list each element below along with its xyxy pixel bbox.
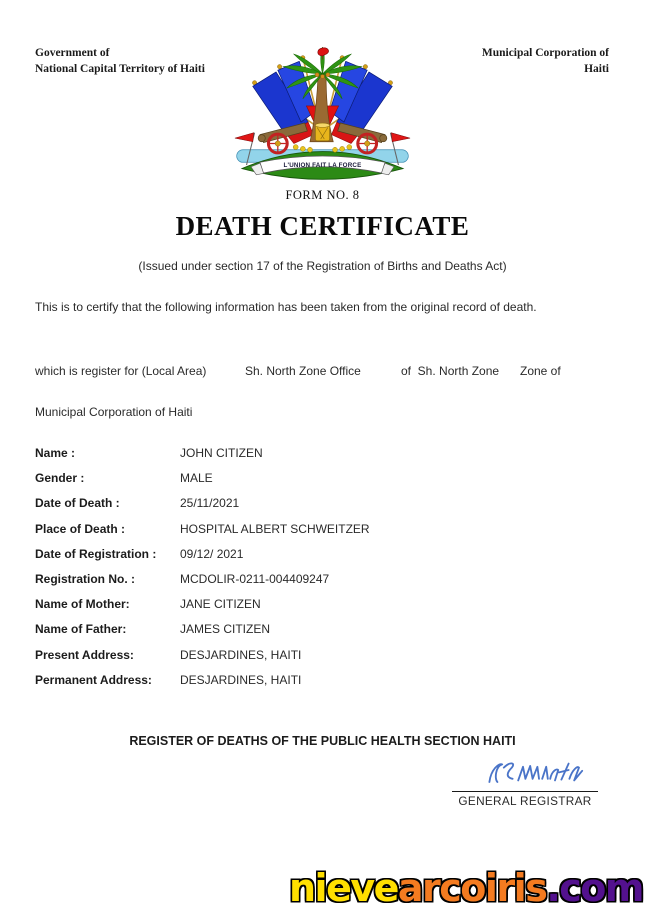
field-value: 09/12/ 2021 [180,546,244,561]
watermark-part2: arcoiris [397,866,547,910]
register-zone-name: of Sh. North Zone [401,364,500,378]
haiti-coat-of-arms-emblem [224,47,421,190]
field-row-place-of-death [35,522,610,547]
field-value: HOSPITAL ALBERT SCHWEITZER [180,521,370,536]
field-label: Present Address: [35,647,134,662]
field-label: Date of Death : [35,496,120,511]
certificate-subtitle: (Issued under section 17 of the Registration of Births and Deaths Act) [138,259,507,273]
coat-of-arms-motto: L'UNION FAIT LA FORCE [283,161,362,169]
field-value: JANE CITIZEN [180,597,261,612]
certificate-title: DEATH CERTIFICATE [175,211,470,241]
field-row-gender [35,471,610,496]
register-office-name: Sh. North Zone Office [245,364,361,378]
certificate-fields [35,446,610,698]
header-municipal [482,45,609,77]
watermark-nievearcoiris [289,866,643,910]
field-label: Name : [35,446,76,460]
field-value: DESJARDINES, HAITI [180,647,302,662]
registrar-signature [474,758,596,790]
field-label: Registration No. : [35,571,136,586]
watermark-part3: .com [546,866,643,910]
field-label: Name of Mother: [35,597,130,612]
field-row-registration-no [35,572,610,597]
header-government-line1: Government of [35,47,110,59]
header-municipal-line1: Municipal Corporation of [481,47,609,59]
register-line [0,364,645,380]
field-row-permanent-address [35,673,610,698]
field-value: MCDOLIR-0211-004409247 [180,571,330,586]
signature-line [452,791,598,792]
field-label: Date of Registration : [35,546,157,561]
field-row-date-of-death [35,496,610,521]
field-label: Name of Father: [35,622,127,637]
field-value: DESJARDINES, HAITI [180,672,302,687]
register-line-prefix: which is register for (Local Area) [35,364,207,378]
header-government-line2: National Capital Territory of Haiti [35,63,205,76]
field-value: MALE [180,471,213,486]
field-label: Place of Death : [35,521,126,536]
form-number: FORM NO. 8 [285,188,360,202]
field-row-name [35,446,610,471]
field-value: 25/11/2021 [180,496,240,511]
field-row-date-of-registration [35,547,610,572]
register-of-deaths-heading: REGISTER OF DEATHS OF THE PUBLIC HEALTH SECTION HAITI [129,734,516,748]
haiti-coat-of-arms-icon [224,47,421,190]
field-row-father-name [35,622,610,647]
field-value: JOHN CITIZEN [180,446,263,460]
field-row-present-address [35,648,610,673]
field-row-mother-name [35,597,610,622]
field-value: JAMES CITIZEN [180,622,271,637]
header-government [35,45,205,77]
register-zone-of: Zone of [520,364,561,378]
field-label: Gender : [35,471,85,486]
register-corporation: Municipal Corporation of Haiti [35,405,193,419]
watermark-part1: nieve [288,866,398,910]
registrar-title: GENERAL REGISTRAR [458,794,592,808]
certify-statement: This is to certify that the following information has been taken from the original record of death. [35,300,537,314]
header-municipal-line2: Haiti [584,63,609,76]
field-label: Permanent Address: [35,672,152,687]
signature-icon [474,758,596,790]
